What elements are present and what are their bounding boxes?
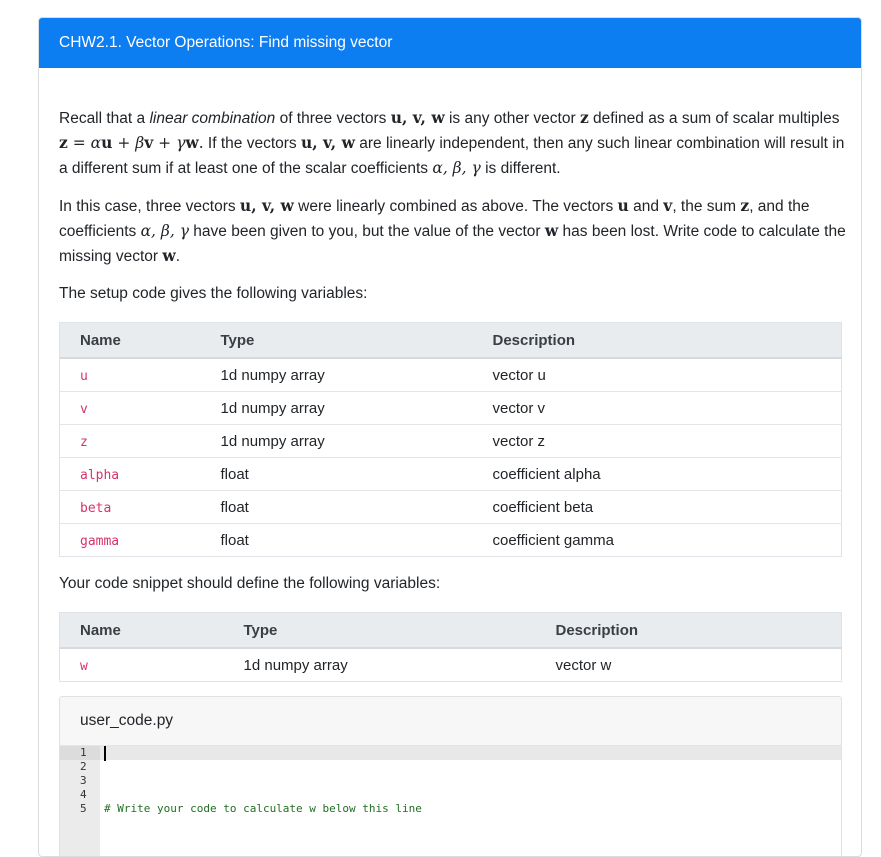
- line-number: 5: [80, 802, 87, 815]
- table-row: [60, 392, 842, 425]
- variable-description: vector u: [473, 358, 842, 392]
- column-header-name: Name: [60, 613, 224, 649]
- question-card: [38, 17, 862, 857]
- column-header-type: Type: [201, 323, 473, 359]
- column-header-type: Type: [224, 613, 536, 649]
- intro-paragraph-1: Recall that a linear combination of three vectors u, v, w is any other vector z defined as a sum of scalar multiples z = αu + βv + γw. If the vectors u, v, w are linearly independent, then any such linear combination will result in a different sum if at least one of the scalar coefficients α, β, γ is different.: [59, 108, 845, 177]
- setup-variables-table: [59, 322, 842, 557]
- setup-variables-label: The setup code gives the following variables:: [59, 285, 368, 302]
- table-row: [60, 358, 842, 392]
- variable-description: vector w: [536, 648, 842, 682]
- variable-name: beta: [80, 500, 112, 516]
- define-variables-label: Your code snippet should define the following variables:: [59, 575, 441, 592]
- column-header-description: Description: [473, 323, 842, 359]
- table-row: [60, 648, 842, 682]
- table-row: [60, 524, 842, 557]
- code-input-area[interactable]: [100, 746, 841, 857]
- variable-type: float: [201, 524, 473, 557]
- code-editor-panel: [59, 696, 842, 857]
- variable-type: 1d numpy array: [201, 392, 473, 425]
- variable-name: alpha: [80, 467, 120, 483]
- code-comment-line[interactable]: # Write your code to calculate w below this line: [104, 802, 422, 815]
- variable-name: w: [80, 658, 88, 674]
- variable-name: u: [80, 368, 88, 384]
- variable-type: 1d numpy array: [224, 648, 536, 682]
- variable-name: v: [80, 401, 88, 417]
- variable-description: coefficient alpha: [473, 458, 842, 491]
- variable-type: float: [201, 491, 473, 524]
- line-number: 1: [80, 746, 87, 759]
- variable-description: coefficient beta: [473, 491, 842, 524]
- variable-type: 1d numpy array: [201, 358, 473, 392]
- define-variables-table: [59, 612, 842, 682]
- table-row: [60, 425, 842, 458]
- line-number: 3: [80, 774, 87, 787]
- line-number: 4: [80, 788, 87, 801]
- intro-paragraph-2: In this case, three vectors u, v, w were linearly combined as above. The vectors u and v, the sum z, and the coefficients α, β, γ have been given to you, but the value of the vector w has been lost. Write code to calculate the missing vector w.: [59, 196, 846, 265]
- line-number-gutter: [60, 746, 100, 857]
- column-header-name: Name: [60, 323, 201, 359]
- variable-type: 1d numpy array: [201, 425, 473, 458]
- variable-description: vector z: [473, 425, 842, 458]
- line-number: 2: [80, 760, 87, 773]
- variable-description: coefficient gamma: [473, 524, 842, 557]
- variable-description: vector v: [473, 392, 842, 425]
- table-header-row: [60, 613, 842, 649]
- variable-name: gamma: [80, 533, 120, 549]
- editor-filename: user_code.py: [60, 697, 841, 746]
- column-header-description: Description: [536, 613, 842, 649]
- question-title: CHW2.1. Vector Operations: Find missing vector: [39, 18, 861, 68]
- table-row: [60, 491, 842, 524]
- active-line-highlight: [100, 746, 841, 760]
- table-header-row: [60, 323, 842, 359]
- table-row: [60, 458, 842, 491]
- variable-type: float: [201, 458, 473, 491]
- text-cursor: [104, 746, 106, 761]
- variable-name: z: [80, 434, 88, 450]
